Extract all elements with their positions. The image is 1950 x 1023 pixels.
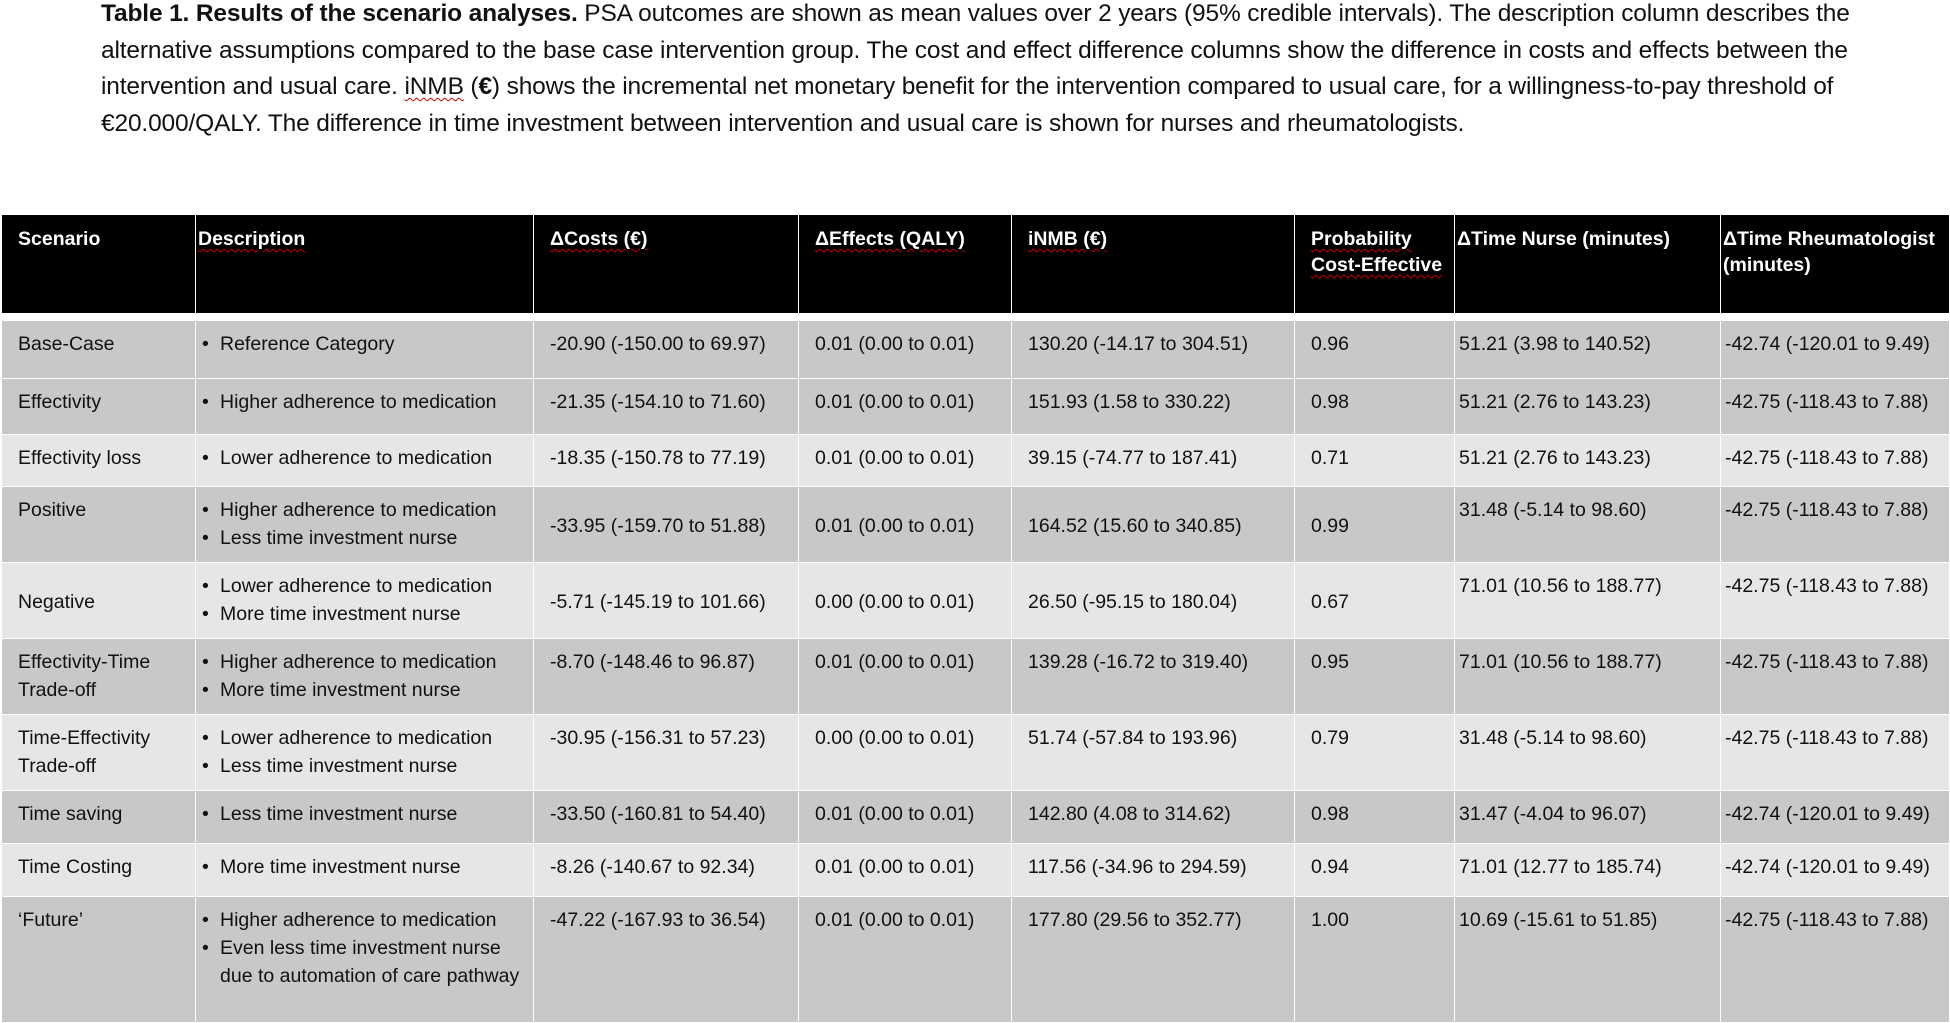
scenario-cell-text: Time Costing (18, 856, 133, 878)
effects-cell-text: 0.01 (0.00 to 0.01) (815, 447, 975, 469)
scenario-results-table (1, 214, 1950, 1023)
inmb-cell-text: 39.15 (-74.77 to 187.41) (1028, 447, 1238, 469)
inmb-cell (1012, 487, 1295, 563)
effects-cell-text: 0.00 (0.00 to 0.01) (815, 727, 975, 749)
scenario-cell-text: Time saving (18, 803, 123, 825)
header-costs: ΔCosts (€) (534, 215, 799, 314)
probability-cell (1295, 897, 1455, 1023)
effects-cell (799, 791, 1012, 844)
description-list (202, 906, 527, 990)
scenario-cell (2, 639, 196, 715)
costs-cell-text: -8.26 (-140.67 to 92.34) (550, 856, 755, 878)
description-item: • Lower adherence to medication (202, 572, 527, 600)
table-row (2, 487, 1950, 563)
time-rheumatologist-cell-text: -42.75 (-118.43 to 7.88) (1725, 727, 1929, 749)
table-row (2, 897, 1950, 1023)
description-item: • Even less time investment nurse due to automation of care pathway (202, 934, 527, 990)
inmb-cell-text: 51.74 (-57.84 to 193.96) (1028, 727, 1238, 749)
costs-cell (534, 321, 799, 379)
caption-text-2: shows the incremental net monetary benefit for the intervention compared to usual care, for a willingness-to-pay threshold of €20.000/QALY. The difference in time investment between intervention and usual care is shown for nurses and rheumatologists. (101, 73, 1834, 137)
time-rheumatologist-cell-text: -42.74 (-120.01 to 9.49) (1725, 803, 1930, 825)
description-list (202, 444, 527, 472)
inmb-cell-text: 164.52 (15.60 to 340.85) (1028, 515, 1242, 537)
probability-cell (1295, 379, 1455, 435)
description-item: • Lower adherence to medication (202, 444, 527, 472)
description-cell (196, 897, 534, 1023)
header-probability: Probability Cost-Effective (1295, 215, 1455, 314)
table-header-row (2, 215, 1950, 314)
costs-cell (534, 791, 799, 844)
time-nurse-cell-text: 31.47 (-4.04 to 96.07) (1459, 803, 1647, 825)
time-nurse-cell (1455, 487, 1721, 563)
caption-euro-symbol: € (478, 73, 492, 100)
time-rheumatologist-cell-text: -42.75 (-118.43 to 7.88) (1725, 909, 1929, 931)
scenario-cell (2, 321, 196, 379)
inmb-cell (1012, 897, 1295, 1023)
table-row (2, 791, 1950, 844)
description-list (202, 648, 527, 704)
time-rheumatologist-cell-text: -42.75 (-118.43 to 7.88) (1725, 651, 1929, 673)
scenario-cell-text: Base-Case (18, 333, 115, 355)
table-row (2, 563, 1950, 639)
probability-cell-text: 0.98 (1311, 803, 1349, 825)
time-rheumatologist-cell-text: -42.75 (-118.43 to 7.88) (1725, 447, 1929, 469)
effects-cell-text: 0.01 (0.00 to 0.01) (815, 391, 975, 413)
effects-cell-text: 0.00 (0.00 to 0.01) (815, 591, 975, 613)
inmb-cell (1012, 715, 1295, 791)
effects-cell-text: 0.01 (0.00 to 0.01) (815, 909, 975, 931)
table-row (2, 379, 1950, 435)
effects-cell-text: 0.01 (0.00 to 0.01) (815, 803, 975, 825)
costs-cell (534, 435, 799, 487)
time-rheumatologist-cell (1721, 844, 1950, 897)
time-nurse-cell-text: 31.48 (-5.14 to 98.60) (1459, 727, 1647, 749)
description-cell (196, 435, 534, 487)
time-rheumatologist-cell-text: -42.74 (-120.01 to 9.49) (1725, 856, 1930, 878)
scenario-cell-text: Effectivity-Time Trade-off (18, 651, 151, 701)
table-row (2, 639, 1950, 715)
time-nurse-cell-text: 31.48 (-5.14 to 98.60) (1459, 499, 1647, 521)
inmb-cell-text: 130.20 (-14.17 to 304.51) (1028, 333, 1249, 355)
time-rheumatologist-cell (1721, 435, 1950, 487)
description-list (202, 572, 527, 628)
effects-cell (799, 563, 1012, 639)
scenario-cell (2, 844, 196, 897)
description-item: • Less time investment nurse (202, 800, 527, 828)
probability-cell (1295, 844, 1455, 897)
description-cell (196, 791, 534, 844)
costs-cell-text: -47.22 (-167.93 to 36.54) (550, 909, 766, 931)
effects-cell (799, 379, 1012, 435)
inmb-cell (1012, 791, 1295, 844)
caption-inmb-term: iNMB (404, 73, 464, 100)
inmb-cell-text: 177.80 (29.56 to 352.77) (1028, 909, 1242, 931)
inmb-cell-text: 117.56 (-34.96 to 294.59) (1028, 856, 1247, 878)
effects-cell (799, 435, 1012, 487)
header-time-rheumatologist: ΔTime Rheumatologist (minutes) (1721, 215, 1950, 314)
description-item: • More time investment nurse (202, 600, 527, 628)
effects-cell (799, 321, 1012, 379)
description-list (202, 388, 527, 416)
time-nurse-cell (1455, 563, 1721, 639)
effects-cell-text: 0.01 (0.00 to 0.01) (815, 333, 975, 355)
time-rheumatologist-cell (1721, 715, 1950, 791)
table-caption (101, 0, 1861, 142)
costs-cell-text: -21.35 (-154.10 to 71.60) (550, 391, 766, 413)
header-effects: ΔEffects (QALY) (799, 215, 1012, 314)
time-rheumatologist-cell-text: -42.75 (-118.43 to 7.88) (1725, 391, 1929, 413)
costs-cell (534, 563, 799, 639)
description-cell (196, 321, 534, 379)
effects-cell (799, 715, 1012, 791)
probability-cell (1295, 321, 1455, 379)
inmb-cell (1012, 639, 1295, 715)
costs-cell-text: -8.70 (-148.46 to 96.87) (550, 651, 755, 673)
caption-paren-open: ( (463, 73, 479, 100)
effects-cell-text: 0.01 (0.00 to 0.01) (815, 856, 975, 878)
header-inmb: iNMB (€) (1012, 215, 1295, 314)
description-cell (196, 487, 534, 563)
time-rheumatologist-cell (1721, 379, 1950, 435)
costs-cell-text: -5.71 (-145.19 to 101.66) (550, 591, 766, 613)
table-body (2, 321, 1950, 1023)
effects-cell (799, 639, 1012, 715)
time-rheumatologist-cell (1721, 897, 1950, 1023)
caption-paren-close: ) (491, 73, 500, 100)
costs-cell (534, 844, 799, 897)
time-nurse-cell-text: 51.21 (3.98 to 140.52) (1459, 333, 1651, 355)
description-list (202, 724, 527, 780)
description-cell (196, 639, 534, 715)
description-item: • Less time investment nurse (202, 752, 527, 780)
costs-cell (534, 487, 799, 563)
costs-cell-text: -33.50 (-160.81 to 54.40) (550, 803, 766, 825)
scenario-cell (2, 791, 196, 844)
costs-cell-text: -30.95 (-156.31 to 57.23) (550, 727, 766, 749)
time-nurse-cell (1455, 844, 1721, 897)
time-nurse-cell (1455, 639, 1721, 715)
probability-cell-text: 0.71 (1311, 447, 1349, 469)
probability-cell-text: 0.98 (1311, 391, 1349, 413)
caption-title: Table 1. Results of the scenario analyses. (101, 0, 578, 27)
effects-cell (799, 844, 1012, 897)
table-row (2, 844, 1950, 897)
costs-cell (534, 379, 799, 435)
probability-cell (1295, 487, 1455, 563)
costs-cell-text: -33.95 (-159.70 to 51.88) (550, 515, 766, 537)
description-item: • Higher adherence to medication (202, 648, 527, 676)
description-item: • Less time investment nurse (202, 524, 527, 552)
time-nurse-cell-text: 10.69 (-15.61 to 51.85) (1459, 909, 1658, 931)
time-rheumatologist-cell (1721, 487, 1950, 563)
effects-cell-text: 0.01 (0.00 to 0.01) (815, 651, 975, 673)
scenario-cell-text: Time-Effectivity Trade-off (18, 727, 151, 777)
time-nurse-cell (1455, 897, 1721, 1023)
scenario-cell (2, 379, 196, 435)
probability-cell-text: 0.95 (1311, 651, 1349, 673)
probability-cell (1295, 639, 1455, 715)
header-time-nurse: ΔTime Nurse (minutes) (1455, 215, 1721, 314)
scenario-cell (2, 897, 196, 1023)
description-item: • Higher adherence to medication (202, 496, 527, 524)
time-nurse-cell-text: 71.01 (12.77 to 185.74) (1459, 856, 1662, 878)
probability-cell-text: 0.96 (1311, 333, 1349, 355)
time-rheumatologist-cell (1721, 563, 1950, 639)
costs-cell-text: -20.90 (-150.00 to 69.97) (550, 333, 766, 355)
header-description: Description (196, 215, 534, 314)
scenario-cell-text: Effectivity (18, 391, 102, 413)
time-nurse-cell (1455, 715, 1721, 791)
time-nurse-cell (1455, 791, 1721, 844)
inmb-cell (1012, 563, 1295, 639)
probability-cell (1295, 715, 1455, 791)
effects-cell (799, 897, 1012, 1023)
probability-cell (1295, 563, 1455, 639)
description-item: • Reference Category (202, 330, 527, 358)
inmb-cell-text: 26.50 (-95.15 to 180.04) (1028, 591, 1238, 613)
scenario-cell (2, 563, 196, 639)
caption-text-1: PSA outcomes are shown as mean values over 2 years (95% credible intervals). The description column describes the alternative assumptions compared to the base case intervention group. The cost and effect difference columns show the difference in costs and effects between the intervention and usual care. (101, 0, 1850, 100)
time-nurse-cell (1455, 379, 1721, 435)
description-list (202, 800, 527, 828)
time-rheumatologist-cell (1721, 321, 1950, 379)
table-row (2, 715, 1950, 791)
probability-cell-text: 0.67 (1311, 591, 1349, 613)
scenario-cell-text: Positive (18, 499, 87, 521)
probability-cell-text: 0.99 (1311, 515, 1349, 537)
description-cell (196, 715, 534, 791)
costs-cell (534, 715, 799, 791)
description-cell (196, 379, 534, 435)
description-cell (196, 844, 534, 897)
inmb-cell-text: 142.80 (4.08 to 314.62) (1028, 803, 1231, 825)
time-nurse-cell-text: 51.21 (2.76 to 143.23) (1459, 391, 1651, 413)
time-rheumatologist-cell-text: -42.75 (-118.43 to 7.88) (1725, 575, 1929, 597)
costs-cell (534, 639, 799, 715)
scenario-cell (2, 487, 196, 563)
description-item: • More time investment nurse (202, 676, 527, 704)
probability-cell-text: 0.94 (1311, 856, 1349, 878)
inmb-cell (1012, 379, 1295, 435)
scenario-cell-text: Negative (18, 591, 95, 613)
scenario-cell (2, 715, 196, 791)
time-nurse-cell-text: 71.01 (10.56 to 188.77) (1459, 651, 1662, 673)
time-rheumatologist-cell-text: -42.74 (-120.01 to 9.49) (1725, 333, 1930, 355)
time-rheumatologist-cell (1721, 639, 1950, 715)
effects-cell-text: 0.01 (0.00 to 0.01) (815, 515, 975, 537)
time-rheumatologist-cell-text: -42.75 (-118.43 to 7.88) (1725, 499, 1929, 521)
inmb-cell-text: 139.28 (-16.72 to 319.40) (1028, 651, 1249, 673)
table-row (2, 435, 1950, 487)
description-item: • More time investment nurse (202, 853, 527, 881)
scenario-cell (2, 435, 196, 487)
description-item: • Higher adherence to medication (202, 388, 527, 416)
inmb-cell (1012, 844, 1295, 897)
scenario-cell-text: ‘Future’ (18, 909, 84, 931)
probability-cell-text: 0.79 (1311, 727, 1349, 749)
time-nurse-cell (1455, 435, 1721, 487)
time-nurse-cell-text: 51.21 (2.76 to 143.23) (1459, 447, 1651, 469)
description-list (202, 496, 527, 552)
effects-cell (799, 487, 1012, 563)
probability-cell-text: 1.00 (1311, 909, 1349, 931)
description-list (202, 330, 527, 358)
description-item: • Higher adherence to medication (202, 906, 527, 934)
description-cell (196, 563, 534, 639)
header-scenario: Scenario (2, 215, 196, 314)
costs-cell (534, 897, 799, 1023)
inmb-cell-text: 151.93 (1.58 to 330.22) (1028, 391, 1231, 413)
probability-cell (1295, 791, 1455, 844)
costs-cell-text: -18.35 (-150.78 to 77.19) (550, 447, 766, 469)
time-nurse-cell (1455, 321, 1721, 379)
scenario-cell-text: Effectivity loss (18, 447, 142, 469)
time-rheumatologist-cell (1721, 791, 1950, 844)
table-row (2, 321, 1950, 379)
description-list (202, 853, 527, 881)
inmb-cell (1012, 321, 1295, 379)
probability-cell (1295, 435, 1455, 487)
time-nurse-cell-text: 71.01 (10.56 to 188.77) (1459, 575, 1662, 597)
inmb-cell (1012, 435, 1295, 487)
description-item: • Lower adherence to medication (202, 724, 527, 752)
